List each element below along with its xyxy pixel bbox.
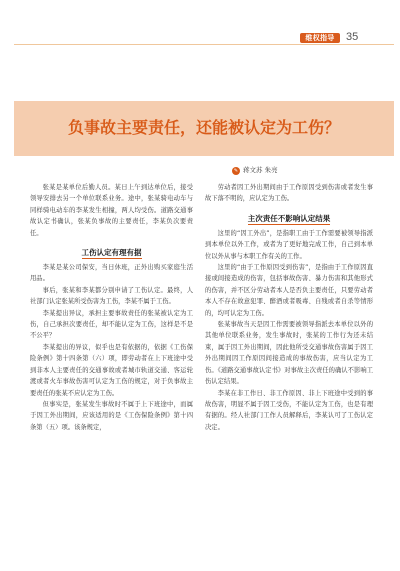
page-number: 35	[346, 31, 359, 43]
paragraph: 这里的“因工外出”，是指职工由于工作需要被领导指派到本单位以外工作，或者为了更好地完成工作，自己到本单位以外从事与本职工作有关的工作。	[205, 229, 373, 260]
left-section-heading: 工伤认定有理有据	[81, 248, 142, 258]
article-title: 负事故主要责任，还能被认定为工伤？	[67, 118, 340, 137]
title-banner	[14, 101, 394, 156]
paragraph: 李某提出的异议，似乎也是有依据的，依据《工伤保险条例》第十四条第（六）项，即劳动者在上下班途中受到非本人主要责任的交通事故或者城市轨道交通、客运轮渡或者火车事故伤害可认定为工伤的规定，对于负事故主要责任的张某不应认定为工伤。	[30, 343, 193, 397]
header-divider	[14, 44, 394, 45]
right-column	[205, 182, 373, 433]
left-intro	[30, 182, 193, 239]
right-section-heading: 主次责任不影响认定结果	[247, 213, 331, 223]
author-names: 蒋文苏 朱亮	[243, 166, 278, 174]
paragraph: 但事实是，张某发生事故时不属于上下班途中，而属于因工外出期间，应该适用的是《工伤保险条例》第十四条第（五）项。该条规定，	[30, 400, 193, 431]
paragraph: 张某是某单位后勤人员。某日上午到达单位后，接受领导安排去另一个单位联系业务。途中，张某骑电动车与同样骑电动车的李某发生相撞，两人均受伤。道路交通事故认定书确认，张某负事故的主要责任，李某负次要责任。	[30, 184, 193, 237]
pen-icon: ✎	[233, 167, 239, 174]
paragraph: 这里的“由于工作原因受到伤害”，是指由于工作原因直接或间接造成的伤害，包括事故伤害、暴力伤害和其他形式的伤害，并不区分劳动者本人是否负主要责任，只要劳动者本人不存在故意犯罪、醉酒或者吸毒、自残或者自杀等情形的，均可认定为工伤。	[205, 264, 373, 317]
paragraph: 张某事故当天是因工作需要被领导指派去本单位以外的其他单位联系业务，发生事故时，张某的工作行为还未结束，属于因工外出期间，因此他所受交通事故伤害属于因工外出期间因工作原因间接造成的事故伤害，应当认定为工伤。《道路交通事故认定书》对事故主次责任的确认不影响工伤认定结果。	[205, 321, 373, 386]
paragraph: 事后，张某和李某都分别申请了工伤认定。最终，人社部门认定张某所受伤害为工伤，李某不属于工伤。	[30, 286, 193, 306]
right-intro	[205, 182, 373, 205]
left-column	[30, 182, 193, 433]
paragraph: 李某在非工作日、非工作原因、非上下班途中受到的事故伤害，明显不属于因工受伤，不能认定为工伤，也是有理有据的。经人社部门工作人员解释后，李某认可了工伤认定决定。	[205, 389, 373, 431]
paragraph: 李某提出异议，承担主要事故责任的张某被认定为工伤，自己承担次要责任，却不能认定为工伤，这样是不是不公平？	[30, 309, 193, 340]
right-body	[205, 228, 373, 433]
paragraph: 劳动者因工外出期间由于工作原因受到伤害或者发生事故下落不明的，应认定为工伤。	[205, 184, 373, 203]
section-tag: 维权指导	[300, 33, 340, 43]
left-body	[30, 262, 193, 433]
paragraph: 李某是某公司保安，当日休班，正外出购买家庭生活用品。	[30, 264, 193, 283]
author-line	[232, 166, 278, 175]
